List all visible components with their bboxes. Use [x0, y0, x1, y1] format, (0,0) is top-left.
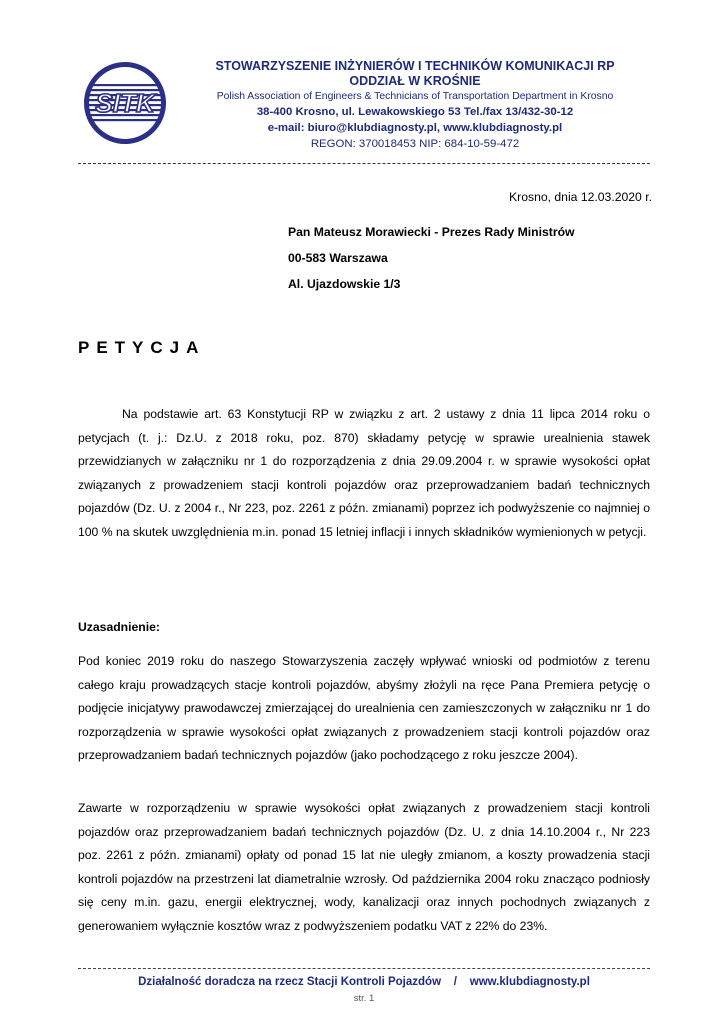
justification-paragraph-2: Zawarte w rozporządzeniu w sprawie wysokości opłat związanych z prowadzeniem stacji kontroli pojazdów oraz przeprowadzaniem badań technicznych pojazdów (Dz. U. z dnia 14.10.2004 r., Nr 223 poz. 2261 z późn. zmianami) opłaty od ponad 15 lat nie uległy zmianom, a koszty prowadzenia stacji kontroli pojazdów na przestrzeni lat diametralnie wzrosły. Od października 2004 roku znacząco podniosły się ceny m.in. gazu, energii elektrycznej, wody, kanalizacji oraz innych pochodnych związanych z generowaniem wyłącznie kosztów wraz z podwyższeniem podatku VAT z 22% do 23%.	[78, 801, 650, 933]
sitk-logo	[82, 60, 168, 146]
org-registry: REGON: 370018453 NIP: 684-10-59-472	[310, 138, 520, 150]
letter-date: Krosno, dnia 12.03.2020 r.	[509, 190, 652, 204]
document-title: PETYCJA	[78, 338, 206, 357]
page-number: str. 1	[353, 993, 375, 1004]
justification-paragraph-1: Pod koniec 2019 roku do naszego Stowarzyszenia zaczęły wpływać wnioski od podmiotów z terenu całego kraju prowadzących stacje kontroli pojazdów, abyśmy złożyli na ręce Pana Premiera petycję o podjęcie inicjatywy prawodawczej zmierzającej do urealnienia cen zamieszczonych w załączniku nr 1 do rozporządzenia w sprawie wysokości opłat związanych z prowadzeniem stacji kontroli pojazdów oraz przeprowadzaniem badań technicznych pojazdów (jako pochodzącego z roku jeszcze 2004).	[78, 654, 650, 763]
header-divider	[78, 163, 650, 164]
addressee-name: Pan Mateusz Morawiecki - Prezes Rady Ministrów	[288, 225, 575, 239]
intro-paragraph: Na podstawie art. 63 Konstytucji RP w związku z art. 2 ustawy z dnia 11 lipca 2014 roku o petycjach (t. j.: Dz.U. z 2018 roku, poz. 870) składamy petycję w sprawie urealnienia stawek przewidzianych w załączniku nr 1 do rozporządzenia z dnia 29.09.2004 r. w sprawie wysokości opłat związanych z prowadzeniem stacji kontroli pojazdów oraz przeprowadzaniem badań technicznych pojazdów (Dz. U. z 2004 r., Nr 223, poz. 2261 z późn. zmianami) poprzez ich podwyższenie co najmniej o 100 % na skutek uwzględnienia m.in. ponad 15 letniej inflacji i innych składników wymienionych w petycji.	[78, 407, 650, 539]
org-contact: e-mail: biuro@klubdiagnosty.pl, www.klubdiagnosty.pl	[267, 122, 563, 134]
justification-heading: Uzasadnienie:	[78, 620, 160, 634]
org-name: STOWARZYSZENIE INŻYNIERÓW I TECHNIKÓW KOMUNIKACJI RP	[215, 59, 615, 73]
letterhead	[180, 59, 650, 152]
english-name: Polish Association of Engineers & Technicians of Transportation Department in Krosno	[216, 91, 614, 102]
addressee-block	[288, 224, 575, 302]
branch-name: ODDZIAŁ W KROŚNIE	[349, 74, 481, 88]
addressee-city: 00-583 Warszawa	[288, 251, 388, 265]
logo-lettering: SITK	[95, 88, 155, 118]
footer-text: Działalność doradcza na rzecz Stacji Kontroli Pojazdów / www.klubdiagnosty.pl	[138, 976, 590, 988]
org-address: 38-400 Krosno, ul. Lewakowskiego 53 Tel./fax 13/432-30-12	[256, 106, 574, 118]
footer-divider	[78, 968, 650, 969]
addressee-street: Al. Ujazdowskie 1/3	[288, 277, 401, 291]
